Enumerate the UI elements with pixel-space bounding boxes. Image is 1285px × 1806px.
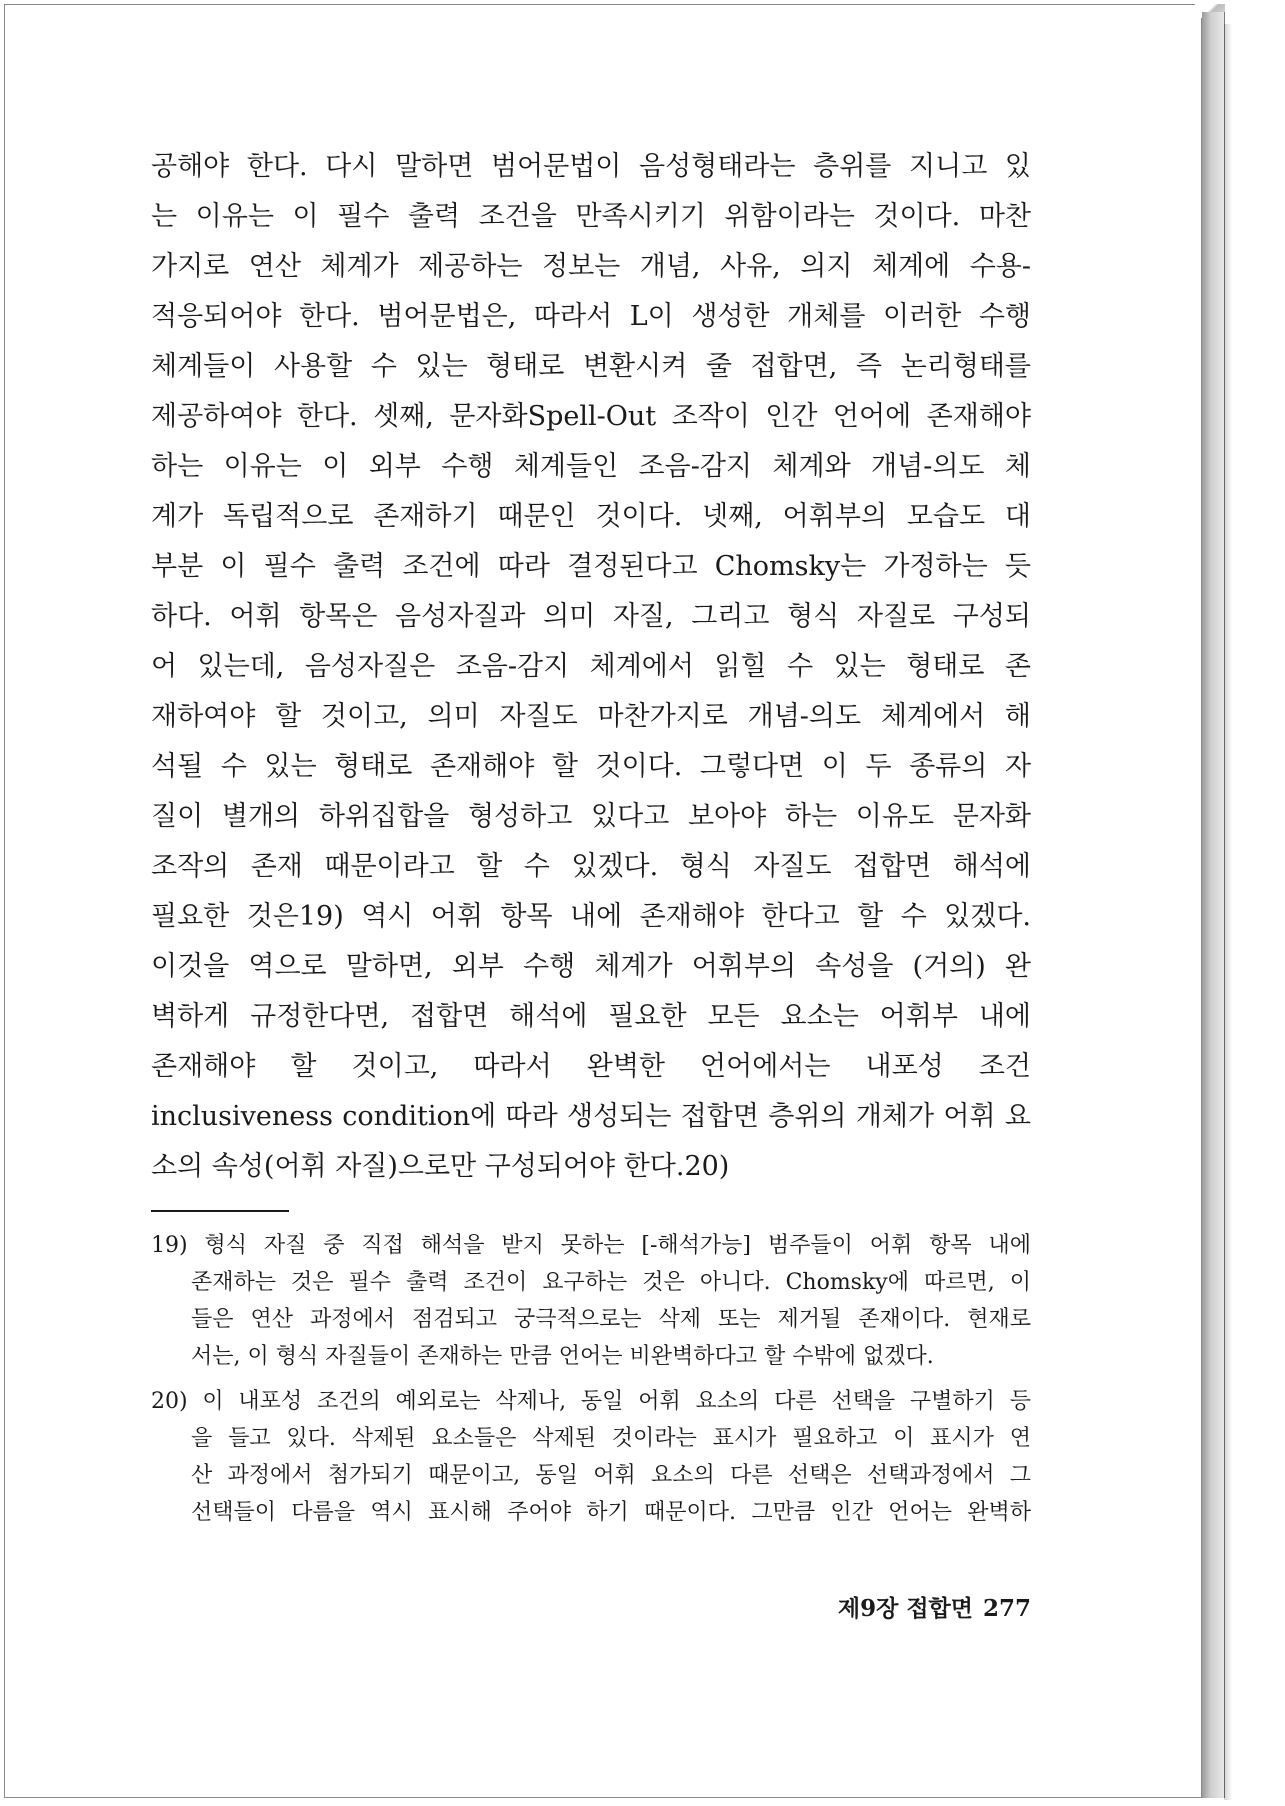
footnote-line: 서는, 이 형식 자질들이 존재하는 만큼 언어는 비완벽하다고 할 수밖에 없겠다.	[191, 1344, 934, 1369]
body-line: 소의 속성(어휘 자질)으로만 구성되어야 한다.20)	[151, 1151, 730, 1182]
body-line: 존재해야 할 것이고, 따라서 완벽한 언어에서는 내포성 조건	[151, 1051, 1031, 1082]
page-number: 277	[982, 1595, 1031, 1622]
body-line: 석될 수 있는 형태로 존재해야 할 것이다. 그렇다면 이 두 종류의 자	[151, 751, 1031, 782]
footnotes	[151, 1227, 1031, 1531]
body-line: 는 이유는 이 필수 출력 조건을 만족시키기 위함이라는 것이다. 마찬	[151, 201, 1031, 232]
page-stack-edge	[1202, 12, 1225, 1798]
footnote-line: 선택들이 다름을 역시 표시해 주어야 하기 때문이다. 그만큼 인간 언어는 완벽하	[191, 1500, 1031, 1525]
body-line: 이것을 역으로 말하면, 외부 수행 체계가 어휘부의 속성을 (거의) 완	[151, 951, 1031, 982]
body-line: 공해야 한다. 다시 말하면 범어문법이 음성형태라는 층위를 지니고 있	[151, 151, 1031, 182]
body-line: inclusiveness condition에 따라 생성되는 접합면 층위의 개체가 어휘 요	[151, 1101, 1031, 1132]
body-line: 벽하게 규정한다면, 접합면 해석에 필요한 모든 요소는 어휘부 내에	[151, 1001, 1031, 1032]
page-shadow	[1224, 24, 1232, 1800]
body-line: 계가 독립적으로 존재하기 때문인 것이다. 넷째, 어휘부의 모습도 대	[151, 501, 1031, 532]
chapter-title: 제9장 접합면	[837, 1595, 973, 1622]
footnote-19	[151, 1227, 1031, 1375]
footnote-line: 존재하는 것은 필수 출력 조건이 요구하는 것은 아니다. Chomsky에 따르면, 이	[191, 1270, 1031, 1295]
footnote-line: 19) 형식 자질 중 직접 해석을 받지 못하는 [-해석가능] 범주들이 어휘 항목 내에	[151, 1233, 1031, 1258]
body-line: 체계들이 사용할 수 있는 형태로 변환시켜 줄 접합면, 즉 논리형태를	[151, 351, 1031, 382]
body-line: 하는 이유는 이 외부 수행 체계들인 조음-감지 체계와 개념-의도 체	[151, 451, 1031, 482]
body-line: 어 있는데, 음성자질은 조음-감지 체계에서 읽힐 수 있는 형태로 존	[151, 651, 1031, 682]
body-line: 가지로 연산 체계가 제공하는 정보는 개념, 사유, 의지 체계에 수용-	[151, 251, 1031, 282]
footnote-20	[151, 1383, 1031, 1531]
body-line: 조작의 존재 때문이라고 할 수 있겠다. 형식 자질도 접합면 해석에	[151, 851, 1031, 882]
body-line: 부분 이 필수 출력 조건에 따라 결정된다고 Chomsky는 가정하는 듯	[151, 551, 1031, 582]
footnote-line: 들은 연산 과정에서 점검되고 궁극적으로는 삭제 또는 제거될 존재이다. 현재로	[191, 1307, 1031, 1332]
body-line: 제공하여야 한다. 셋째, 문자화Spell-Out 조작이 인간 언어에 존재해야	[151, 401, 1031, 432]
body-line: 적응되어야 한다. 범어문법은, 따라서 L이 생성한 개체를 이러한 수행	[151, 301, 1031, 332]
body-line: 재하여야 할 것이고, 의미 자질도 마찬가지로 개념-의도 체계에서 해	[151, 701, 1031, 732]
footnote-line: 20) 이 내포성 조건의 예외로는 삭제나, 동일 어휘 요소의 다른 선택을 구별하기 등	[151, 1389, 1031, 1414]
body-line: 하다. 어휘 항목은 음성자질과 의미 자질, 그리고 형식 자질로 구성되	[151, 601, 1031, 632]
footnote-line: 을 들고 있다. 삭제된 요소들은 삭제된 것이라는 표시가 필요하고 이 표시가 연	[191, 1426, 1031, 1451]
body-line: 질이 별개의 하위집합을 형성하고 있다고 보아야 하는 이유도 문자화	[151, 801, 1031, 832]
body-text	[151, 142, 1031, 1192]
running-footer	[151, 1592, 1031, 1626]
footnote-line: 산 과정에서 첨가되기 때문이고, 동일 어휘 요소의 다른 선택은 선택과정에서 그	[191, 1463, 1031, 1488]
body-line: 필요한 것은19) 역시 어휘 항목 내에 존재해야 한다고 할 수 있겠다.	[151, 901, 1031, 932]
footnote-separator	[151, 1210, 289, 1212]
